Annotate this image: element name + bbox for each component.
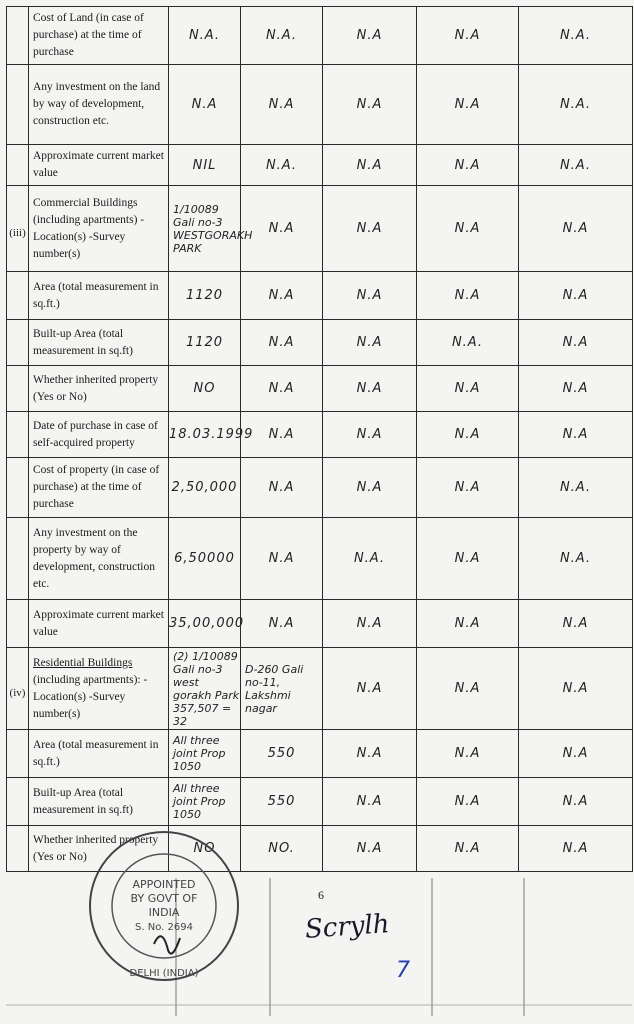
value-cell: N.A [323,7,417,65]
description-text: Commercial Buildings (including apartments) -Location(s) -Survey number(s) [33,196,145,260]
value-cell: 550 [241,778,323,826]
value-cell: N.A [519,778,633,826]
row-description [29,366,169,412]
value-cell: N.A [519,186,633,272]
value-cell: N.A [241,518,323,600]
value-cell: N.A [417,826,519,872]
table-row [7,458,633,518]
row-description [29,412,169,458]
section-number [7,600,29,648]
value-cell: N.A [241,412,323,458]
section-number [7,272,29,320]
row-description [29,778,169,826]
table-row [7,778,633,826]
value-cell: N.A [417,145,519,186]
value-cell: 1120 [169,320,241,366]
value-cell: D-260 Gali no-11, Lakshmi nagar [241,648,323,730]
value-cell: All three joint Prop 1050 [169,778,241,826]
value-cell: NIL [169,145,241,186]
value-cell: N.A [417,186,519,272]
section-number [7,65,29,145]
value-cell: N.A. [519,7,633,65]
row-description [29,600,169,648]
table-row [7,600,633,648]
section-number [7,412,29,458]
table-row [7,518,633,600]
value-cell: 18.03.1999 [169,412,241,458]
section-number [7,518,29,600]
value-cell: N.A [241,186,323,272]
value-cell: N.A [323,366,417,412]
description-text: Cost of property (in case of purchase) at the time of purchase [33,464,160,510]
value-cell: N.A [417,778,519,826]
value-cell: N.A [241,65,323,145]
value-cell: N.A [323,778,417,826]
table-row [7,730,633,778]
handwritten-mark: 7 [396,958,410,983]
row-description [29,730,169,778]
value-cell: (2) 1/10089 Gali no-3 west gorakh Park 357,507 = 32 [169,648,241,730]
description-text: Cost of Land (in case of purchase) at the time of purchase [33,12,144,58]
section-number [7,366,29,412]
value-cell: N.A [241,320,323,366]
svg-text:APPOINTED: APPOINTED [132,878,196,891]
row-description [29,145,169,186]
description-text: Built-up Area (total measurement in sq.ft) [33,786,133,816]
value-cell: 1/10089 Gali no-3 WESTGORAKH PARK [169,186,241,272]
description-text: Built-up Area (total measurement in sq.ft) [33,327,133,357]
svg-text:BY GOVT OF: BY GOVT OF [130,892,198,905]
signature: Scrylh [304,909,391,945]
value-cell: 550 [241,730,323,778]
value-cell: N.A [323,145,417,186]
description-text: Date of purchase in case of self-acquired property [33,419,158,449]
section-number [7,320,29,366]
description-text: Whether inherited property (Yes or No) [33,373,159,403]
value-cell: N.A [323,320,417,366]
value-cell: N.A [417,366,519,412]
value-cell: N.A [417,7,519,65]
section-number: (iv) [7,648,29,730]
row-description [29,518,169,600]
value-cell: N.A [519,320,633,366]
row-description [29,272,169,320]
value-cell: N.A [241,600,323,648]
section-number: (iii) [7,186,29,272]
value-cell: N.A. [241,145,323,186]
section-number [7,7,29,65]
value-cell: N.A [323,458,417,518]
description-text: Area (total measurement in sq.ft.) [33,280,159,310]
value-cell: N.A. [519,518,633,600]
description-text: Approximate current market value [33,608,164,638]
table-row [7,7,633,65]
value-cell: NO [169,826,241,872]
description-text: Any investment on the property by way of development, construction etc. [33,526,155,590]
value-cell: NO. [241,826,323,872]
value-cell: N.A. [417,320,519,366]
value-cell: N.A [323,826,417,872]
notary-stamp [84,826,244,986]
value-cell: N.A [417,518,519,600]
row-description [29,648,169,730]
row-description [29,320,169,366]
value-cell: 2,50,000 [169,458,241,518]
value-cell: N.A [519,412,633,458]
value-cell: N.A [323,272,417,320]
value-cell: N.A [417,65,519,145]
value-cell: NO [169,366,241,412]
description-text: Any investment on the land by way of development, construction etc. [33,81,161,127]
description-text: (including apartments): -Location(s) -Survey number(s) [33,673,148,720]
value-cell: N.A [241,458,323,518]
table-row [7,145,633,186]
value-cell: N.A [417,730,519,778]
value-cell: N.A [519,272,633,320]
value-cell: N.A [417,600,519,648]
value-cell: N.A [323,600,417,648]
section-number [7,826,29,872]
value-cell: N.A. [519,65,633,145]
value-cell: N.A. [169,7,241,65]
value-cell: All three joint Prop 1050 [169,730,241,778]
row-description [29,458,169,518]
section-heading: Residential Buildings [33,656,133,669]
section-number [7,730,29,778]
value-cell: N.A [323,186,417,272]
page-number: 6 [318,888,324,902]
value-cell: 1120 [169,272,241,320]
svg-text:S. No. 2694: S. No. 2694 [135,922,193,933]
value-cell: N.A [417,648,519,730]
value-cell: N.A [169,65,241,145]
row-description [29,7,169,65]
value-cell: 6,50000 [169,518,241,600]
table-row [7,65,633,145]
value-cell: N.A. [519,458,633,518]
value-cell: N.A [241,366,323,412]
description-text: Whether inherited property (Yes or No) [33,833,159,863]
value-cell: N.A [519,826,633,872]
value-cell: N.A [323,648,417,730]
section-number [7,145,29,186]
table-row [7,272,633,320]
table-row [7,320,633,366]
table-row [7,366,633,412]
table-row [7,412,633,458]
value-cell: N.A [519,730,633,778]
row-description [29,186,169,272]
value-cell: N.A. [519,145,633,186]
row-description [29,65,169,145]
section-number [7,778,29,826]
value-cell: N.A [519,648,633,730]
section-number [7,458,29,518]
property-table [6,6,633,872]
value-cell: N.A. [323,518,417,600]
table-row [7,186,633,272]
value-cell: N.A [417,412,519,458]
table-row [7,648,633,730]
value-cell: N.A [519,366,633,412]
value-cell: N.A [241,272,323,320]
value-cell: N.A [323,412,417,458]
value-cell: 35,00,000 [169,600,241,648]
value-cell: N.A. [241,7,323,65]
value-cell: N.A [519,600,633,648]
value-cell: N.A [417,272,519,320]
value-cell: N.A [323,65,417,145]
description-text: Area (total measurement in sq.ft.) [33,738,159,768]
svg-text:INDIA: INDIA [148,906,180,919]
svg-text:DELHI (INDIA): DELHI (INDIA) [129,968,199,979]
value-cell: N.A [417,458,519,518]
description-text: Approximate current market value [33,150,164,179]
value-cell: N.A [323,730,417,778]
